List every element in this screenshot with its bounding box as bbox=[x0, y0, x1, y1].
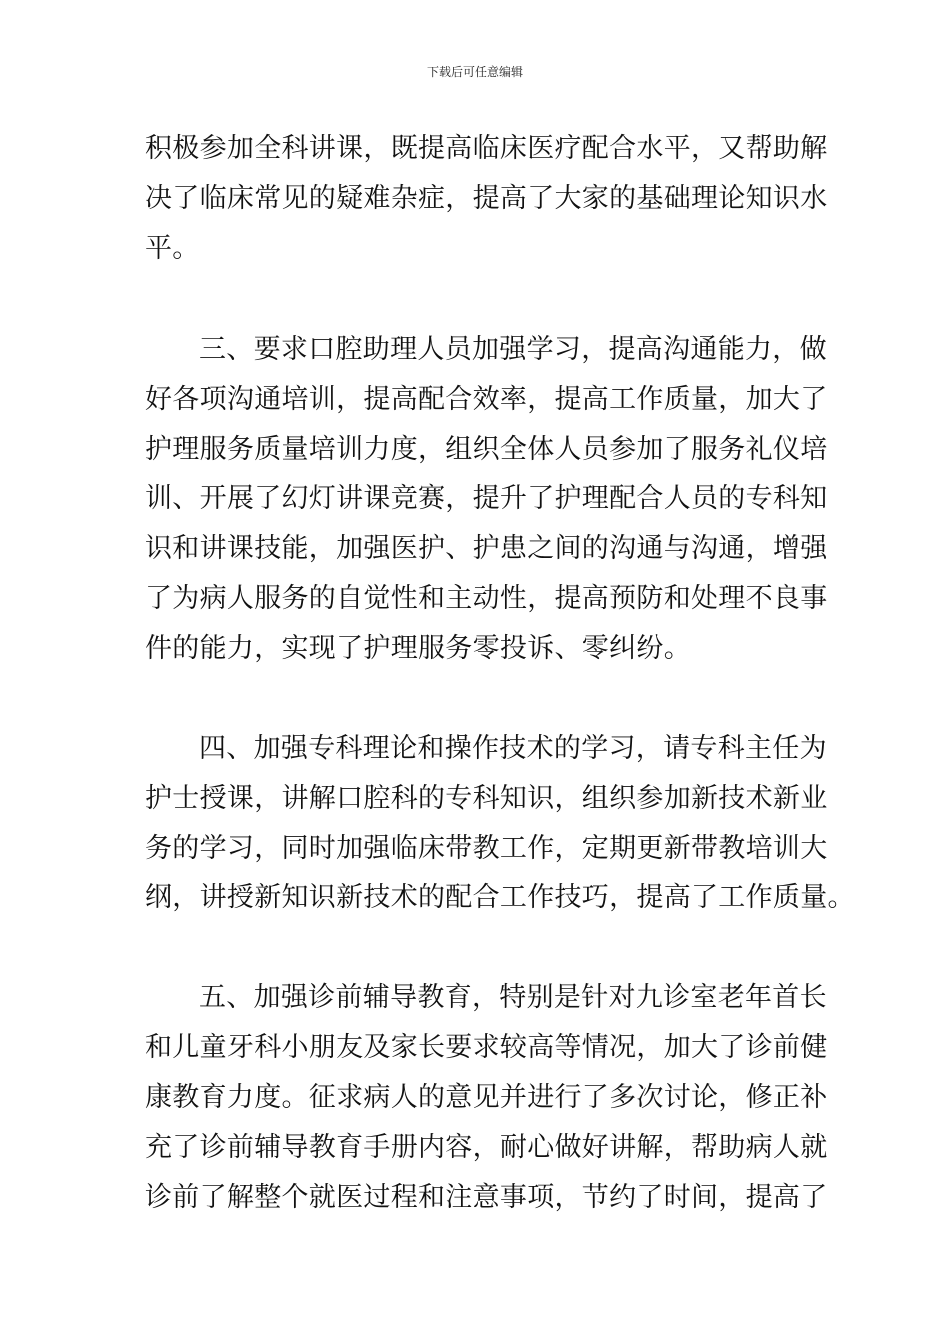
text-line: 平。 bbox=[145, 233, 200, 264]
text-line: 四、加强专科理论和操作技术的学习，请专科主任为 bbox=[199, 733, 827, 764]
text-line: 护士授课，讲解口腔科的专科知识，组织参加新技术新业 bbox=[145, 783, 828, 814]
text-line: 务的学习，同时加强临床带教工作，定期更新带教培训大 bbox=[145, 833, 828, 864]
text-line: 训、开展了幻灯讲课竞赛，提升了护理配合人员的专科知 bbox=[145, 483, 828, 514]
text-line: 积极参加全科讲课，既提高临床医疗配合水平，又帮助解 bbox=[145, 133, 828, 164]
text-line: 充了诊前辅导教育手册内容，耐心做好讲解，帮助病人就 bbox=[145, 1132, 828, 1163]
text-line: 纲，讲授新知识新技术的配合工作技巧，提高了工作质量。 bbox=[145, 882, 855, 913]
text-line: 五、加强诊前辅导教育，特别是针对九诊室老年首长 bbox=[199, 982, 827, 1013]
page-header: 下载后可任意编辑 bbox=[426, 65, 523, 79]
text-line: 好各项沟通培训，提高配合效率，提高工作质量，加大了 bbox=[145, 384, 828, 415]
text-line: 识和讲课技能，加强医护、护患之间的沟通与沟通，增强 bbox=[145, 533, 828, 564]
text-line: 护理服务质量培训力度，组织全体人员参加了服务礼仪培 bbox=[145, 434, 828, 465]
text-line: 诊前了解整个就医过程和注意事项，节约了时间，提高了 bbox=[145, 1182, 828, 1213]
text-line: 康教育力度。征求病人的意见并进行了多次讨论，修正补 bbox=[145, 1082, 828, 1113]
text-line: 了为病人服务的自觉性和主动性，提高预防和处理不良事 bbox=[145, 583, 828, 614]
text-line: 件的能力，实现了护理服务零投诉、零纠纷。 bbox=[145, 633, 691, 664]
text-line: 和儿童牙科小朋友及家长要求较高等情况，加大了诊前健 bbox=[145, 1032, 828, 1063]
text-line: 决了临床常见的疑难杂症，提高了大家的基础理论知识水 bbox=[145, 183, 828, 214]
text-line: 三、要求口腔助理人员加强学习，提高沟通能力，做 bbox=[199, 334, 827, 365]
